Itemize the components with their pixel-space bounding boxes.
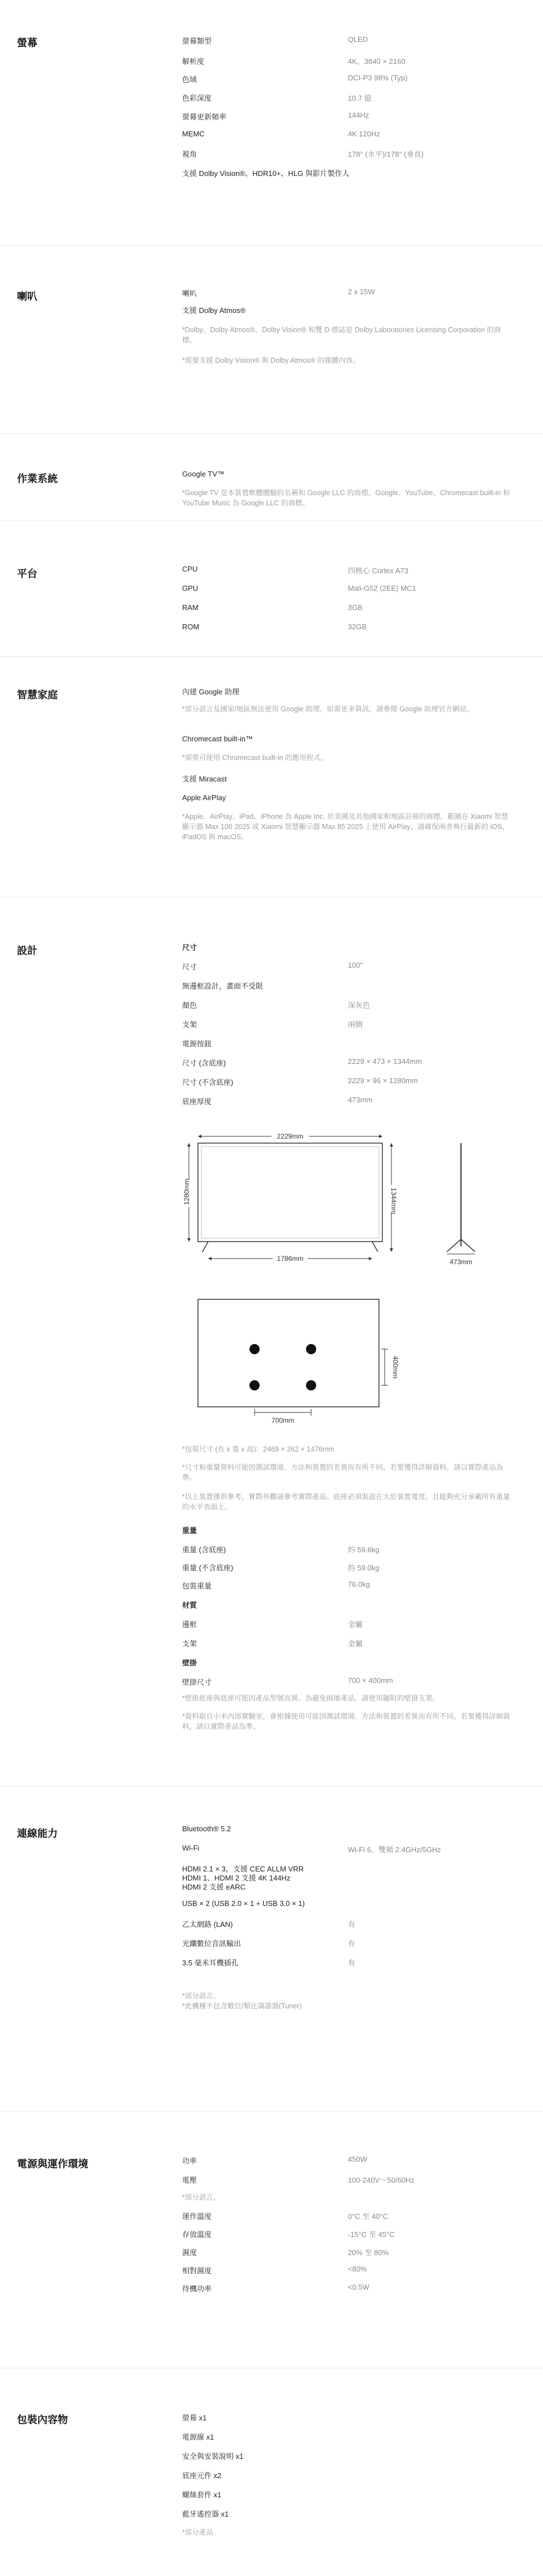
- foot-left: [202, 1242, 208, 1252]
- mount-hole: [249, 1344, 260, 1354]
- spec-value: 32GB: [348, 622, 367, 631]
- mount-hole: [306, 1344, 316, 1354]
- box-item: 電源線 x1: [182, 2433, 214, 2441]
- box-item: 底座元件 x2: [182, 2471, 222, 2480]
- footnote: *需要可使用 Chromecast built-in 的應用程式。: [182, 754, 327, 762]
- arrowhead-icon: [187, 1143, 191, 1147]
- spec-value: <80%: [348, 2265, 367, 2273]
- height-label-right: 1344mm: [390, 1187, 398, 1214]
- tv-front-outline: [198, 1143, 382, 1242]
- box-item: 螺絲套件 x1: [182, 2491, 222, 2499]
- section-title-design: 設計: [17, 945, 37, 956]
- spec-label: 色域: [182, 75, 197, 84]
- spec-label: 色彩深度: [182, 94, 212, 102]
- footnote: *部分語言。: [182, 2193, 221, 2201]
- spec-label: 運作溫度: [182, 2212, 212, 2221]
- spec-label: 尺寸 (含底座): [182, 1059, 226, 1067]
- spec-value: 100": [348, 961, 363, 969]
- section-title-display: 螢幕: [17, 37, 37, 49]
- stand-width-label: 1786mm: [277, 1255, 304, 1263]
- spec-value: 有: [348, 1920, 356, 1929]
- arrowhead-icon: [390, 1248, 393, 1252]
- footnote: *部分語言及國家/地區無法使用 Google 助理。如需更多資訊，請參閱 Google 助理官方網站。: [182, 705, 474, 713]
- spec-label: Wi-Fi: [182, 1844, 200, 1852]
- spec-value: 4K 120Hz: [348, 130, 381, 138]
- spec-label: 存放溫度: [182, 2230, 212, 2239]
- foot-right: [372, 1242, 378, 1252]
- subheading: 尺寸: [182, 943, 197, 952]
- spec-label: 相對濕度: [182, 2266, 212, 2275]
- spec-label: 螢幕類型: [182, 37, 212, 45]
- divider: [0, 897, 543, 898]
- footnote: *部分語言。: [182, 1992, 221, 2000]
- section-title-in-the-box: 包裝內容物: [17, 2414, 68, 2425]
- subheading: 壁掛: [182, 1659, 197, 1667]
- spec-feature: HDMI 2.1 × 3，支援 CEC ALLM VRR: [182, 1865, 304, 1873]
- spec-value: 金屬: [348, 1639, 363, 1648]
- spec-label: MEMC: [182, 130, 205, 138]
- spec-value: 4K，3840 × 2160: [348, 57, 406, 66]
- arrowhead-icon: [187, 1238, 191, 1242]
- divider: [0, 1786, 543, 1787]
- mount-hole: [249, 1380, 260, 1390]
- spec-label: 待機功率: [182, 2285, 212, 2293]
- spec-label: RAM: [182, 603, 199, 612]
- spec-label: 重量 (含底座): [182, 1545, 226, 1554]
- spec-feature: HDMI 1、HDMI 2 支援 4K 144Hz: [182, 1874, 291, 1882]
- vesa-h-label: 700mm: [271, 1416, 295, 1424]
- spec-label: 功率: [182, 2157, 197, 2165]
- spec-value: 450W: [348, 2155, 367, 2163]
- spec-value: 2 x 15W: [348, 287, 375, 296]
- depth-label: 473mm: [449, 1258, 473, 1266]
- arrowhead-icon: [369, 1257, 372, 1260]
- spec-label: 視角: [182, 150, 197, 158]
- section-title-os: 作業系統: [17, 473, 58, 484]
- spec-value: DCI-P3 98% (Typ): [348, 74, 408, 82]
- spec-value: 約 59.0kg: [348, 1564, 380, 1572]
- section-title-audio: 喇叭: [17, 291, 37, 302]
- spec-value: 473mm: [348, 1096, 373, 1104]
- width-label: 2229mm: [277, 1132, 304, 1140]
- spec-value: 2229 × 96 × 1280mm: [348, 1076, 418, 1085]
- footnote: *尺寸和重量資料可能因測試環境、方法和裝置的差異而有所不同。若要獲得詳細資料，請以實際產品為準。: [182, 1463, 503, 1482]
- spec-feature: Bluetooth® 5.2: [182, 1824, 231, 1833]
- spec-value: 10.7 億: [348, 94, 372, 102]
- footnote: *Dolby、Dolby Atmos®、Dolby Vision® 和雙 D 標誌是 Dolby Laboratories Licensing Corporation 的商標。: [182, 326, 501, 344]
- spec-value: 2229 × 473 × 1344mm: [348, 1057, 422, 1066]
- spec-value: 100-240V〜50/60Hz: [348, 2176, 415, 2184]
- spec-label: 包裝重量: [182, 1582, 212, 1590]
- footnote: *需要支援 Dolby Vision® 與 Dolby Atmos® 的媒體內容。: [182, 357, 360, 364]
- height-label-left: 1280mm: [183, 1178, 191, 1205]
- spec-value: 有: [348, 1959, 356, 1967]
- spec-feature: Google TV™: [182, 470, 225, 478]
- spec-label: 支架: [182, 1020, 197, 1029]
- spec-label: ROM: [182, 622, 200, 631]
- spec-label: 尺寸: [182, 963, 197, 971]
- spec-feature: Apple AirPlay: [182, 793, 226, 802]
- spec-value: 約 59.6kg: [348, 1545, 380, 1554]
- spec-label: 重量 (不含底座): [182, 1564, 234, 1572]
- spec-label: 解析度: [182, 57, 205, 66]
- divider: [0, 245, 543, 246]
- box-item: 螢幕 x1: [182, 2414, 207, 2422]
- spec-feature: HDMI 2 支援 eARC: [182, 1883, 245, 1891]
- section-title-connectivity: 連線能力: [17, 1828, 58, 1839]
- divider: [0, 433, 543, 434]
- spec-label: 電壓: [182, 2176, 197, 2184]
- spec-value: 3GB: [348, 603, 363, 612]
- spec-label: GPU: [182, 584, 199, 593]
- spec-feature: 支援 Dolby Atmos®: [182, 306, 246, 315]
- spec-value: QLED: [348, 35, 368, 44]
- spec-value: 20% 至 80%: [348, 2248, 389, 2257]
- spec-value: <0.5W: [348, 2283, 369, 2291]
- arrowhead-icon: [379, 1135, 382, 1138]
- footnote: *此機種不包含數位/類比調諧器(Tuner): [182, 2002, 302, 2010]
- divider: [0, 656, 543, 657]
- spec-label: 支架: [182, 1639, 197, 1648]
- footnote: *Apple、AirPlay、iPad、iPhone 為 Apple Inc. 於美國及其他國家和地區註冊的商標。範圍在 Xiaomi 智慧顯示器 Max 100 2025 或 Xiaomi 智慧顯示器 Max 85 2025 上使用 AirPlay，請確保兩者執行最新的 iOS、iPadOS 與 macOS。: [182, 813, 509, 841]
- spec-value: Wi-Fi 6，雙頻 2.4GHz/5GHz: [348, 1845, 441, 1854]
- spec-value: 四核心 Cortex A73: [348, 566, 408, 575]
- spec-label: CPU: [182, 565, 198, 573]
- spec-label: 光纖數位音訊輸出: [182, 1939, 242, 1948]
- section-title-smart-home: 智慧家庭: [17, 689, 58, 701]
- spec-label: 濕度: [182, 2248, 197, 2257]
- spec-feature: Chromecast built-in™: [182, 735, 253, 743]
- spec-label: 電源按鈕: [182, 1040, 212, 1048]
- spec-value: 76.0kg: [348, 1580, 370, 1588]
- spec-value: 深灰色: [348, 1001, 370, 1010]
- footnote: *資料取自小米內部實驗室，會根據使用可能因測試環境、方法和裝置的差異而有所不同。若要獲得詳細資料，請以實際產品為準。: [182, 1712, 510, 1731]
- footnote: *以上裝置僅供參考。實際外觀請參考實際產品。底座必須裝設在大於裝置寬度，且能夠充分承載所有重量的水平表面上。: [182, 1493, 510, 1511]
- spec-label: 螢幕更新頻率: [182, 113, 227, 121]
- spec-label: 邊框: [182, 1620, 197, 1629]
- footnote: *包裝尺寸 (長 x 寬 x 高)：2469 × 262 × 1476mm: [182, 1445, 334, 1453]
- spec-feature: 無邊框設計，畫面不受限: [182, 982, 264, 990]
- spec-value: 144Hz: [348, 111, 369, 119]
- spec-label: 乙太網路 (LAN): [182, 1920, 233, 1929]
- mount-hole: [306, 1380, 316, 1390]
- dimension-diagram: [175, 1126, 526, 1273]
- arrowhead-icon: [390, 1143, 393, 1147]
- spec-feature: USB × 2 (USB 2.0 × 1 + USB 3.0 × 1): [182, 1899, 305, 1908]
- subheading: 重量: [182, 1526, 197, 1535]
- spec-value: Mali-G52 (2EE) MC1: [348, 584, 416, 593]
- vesa-diagram: [192, 1296, 419, 1426]
- spec-value: 178° (水平)/178° (垂直): [348, 150, 424, 158]
- box-item: 安全與安裝說明 x1: [182, 2452, 244, 2461]
- box-item: 藍牙遙控器 x1: [182, 2510, 229, 2518]
- spec-label: 喇叭: [182, 289, 197, 298]
- spec-feature: 內建 Google 助理: [182, 688, 240, 696]
- spec-value: 有: [348, 1939, 356, 1948]
- spec-label: 顏色: [182, 1001, 197, 1010]
- footnote: *Google TV 是本裝置軟體體驗的名稱和 Google LLC 的商標。Google、YouTube、Chromecast built-in 和 YouTube Music 為 Google LLC 的商標。: [182, 489, 510, 507]
- spec-label: 底座厚度: [182, 1097, 212, 1106]
- subheading: 材質: [182, 1601, 197, 1609]
- footnote: *部分產品: [182, 2528, 213, 2536]
- section-title-platform: 平台: [17, 568, 37, 579]
- spec-label: 尺寸 (不含底座): [182, 1078, 234, 1087]
- footnote: *壁掛底座與底座可能因產品型號而異。為避免損壞產品，請使用隨附的壁掛支架。: [182, 1694, 439, 1702]
- arrowhead-icon: [198, 1135, 201, 1138]
- spec-value: 金屬: [348, 1620, 363, 1629]
- spec-feature: 支援 Dolby Vision®、HDR10+、HLG 與影片製作人: [182, 169, 350, 178]
- vesa-v-label: 400mm: [391, 1355, 399, 1379]
- spec-label: 3.5 毫米耳機插孔: [182, 1959, 239, 1967]
- spec-value: -15°C 至 45°C: [348, 2230, 395, 2239]
- arrowhead-icon: [208, 1257, 212, 1260]
- spec-value: 兩側: [348, 1020, 363, 1029]
- tv-back-outline: [198, 1299, 379, 1407]
- spec-label: 壁掛尺寸: [182, 1678, 212, 1686]
- spec-value: 700 × 400mm: [348, 1676, 393, 1685]
- section-title-power: 電源與運作環境: [17, 2158, 88, 2170]
- spec-feature: 支援 Miracast: [182, 775, 227, 783]
- spec-value: 0°C 至 40°C: [348, 2212, 389, 2221]
